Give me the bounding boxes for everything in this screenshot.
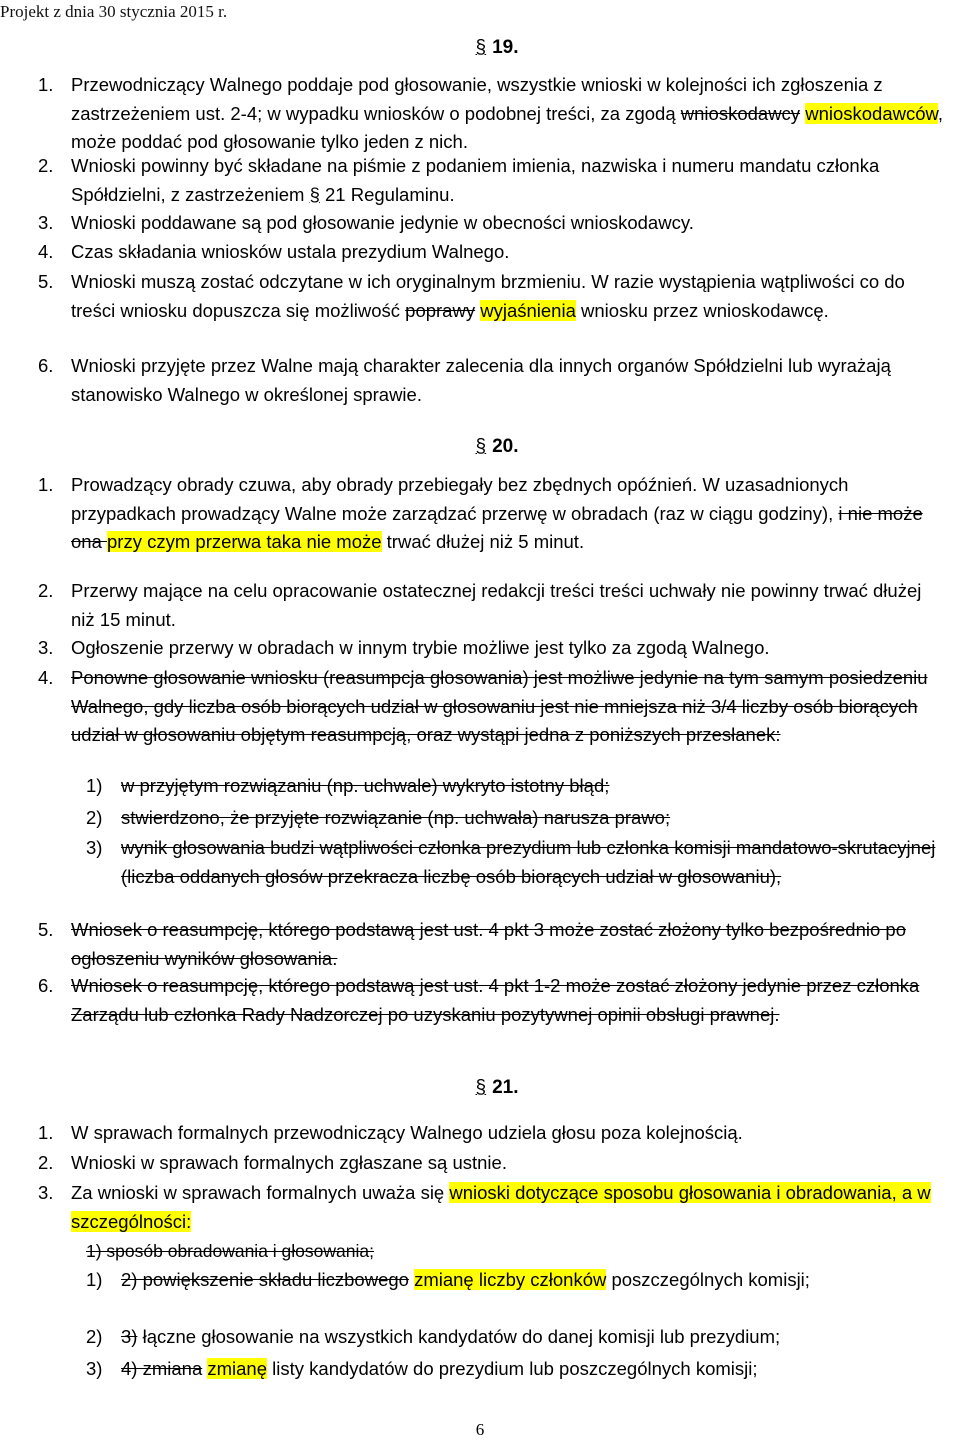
paragraph-text: Przerwy mające na celu opracowanie ostatecznej redakcji treści treści uchwały nie powinny trwać dłużej niż 15 minut. <box>71 580 922 630</box>
deleted-text: poprawy <box>405 299 476 321</box>
list-number: 1) <box>86 775 103 796</box>
deleted-text: i nie może ona <box>71 502 923 552</box>
paragraph-text: Za wnioski w sprawach formalnych uważa się <box>71 1182 450 1203</box>
deleted-text: Wniosek o reasumpcję, którego podstawą jest ust. 4 pkt 1-2 może zostać złożony jedynie przez członka Zarządu lub członka Rady Nadzorczej po uzyskaniu pozytywnej opinii obsługi prawnej. <box>71 975 920 1025</box>
paragraph-text: wniosku przez wnioskodawcę. <box>575 299 829 321</box>
paragraph-text: listy kandydatów do prezydium lub poszczególnych komisji; <box>267 1358 758 1379</box>
s19-paragraph-2 <box>38 152 943 209</box>
s19-paragraph-4 <box>38 238 943 267</box>
list-number: 1) <box>86 1269 103 1290</box>
section-21-heading <box>0 1077 960 1099</box>
section-sign: § <box>475 1077 487 1098</box>
s19-paragraph-3 <box>38 209 943 238</box>
document-header: Projekt z dnia 30 stycznia 2015 r. <box>0 2 228 21</box>
section-19-heading <box>0 37 960 59</box>
list-number: 2. <box>38 155 54 176</box>
list-number: 2) <box>86 807 103 828</box>
section-20-heading <box>0 436 960 458</box>
list-number: 6. <box>38 355 54 376</box>
paragraph-text: Wnioski powinny być składane na piśmie z podaniem imienia, nazwiska i numeru mandatu członka Spółdzielni, z zastrzeżeniem <box>71 155 880 205</box>
s21-item-3 <box>86 1355 946 1384</box>
s20-p4-item-1 <box>86 772 946 801</box>
highlighted-text: zmianę <box>207 1358 268 1379</box>
paragraph-text: Prowadzący obrady czuwa, aby obrady przebiegały bez zbędnych opóźnień. W uzasadnionych przypadkach prowadzący Walne może zarządzać przerwę w obradach (raz w ciągu godziny), <box>71 474 849 524</box>
paragraph-text: Wnioski przyjęte przez Walne mają charakter zalecenia dla innych organów Spółdzielni lub wyrażają stanowisko Walnego w określonej sprawie. <box>71 355 891 405</box>
list-number: 1. <box>38 1122 54 1143</box>
s21-item-1 <box>86 1266 946 1295</box>
list-number: 2. <box>38 1152 54 1173</box>
section-sign: § <box>475 436 487 457</box>
s20-p4-item-3 <box>86 834 946 891</box>
list-number: 1. <box>38 474 54 495</box>
list-number: 1. <box>38 74 54 95</box>
list-number: 3. <box>38 1182 54 1203</box>
s19-paragraph-5 <box>38 268 943 325</box>
paragraph-text: Czas składania wniosków ustala prezydium Walnego. <box>71 241 510 262</box>
highlighted-text: przy czym przerwa taka nie może <box>107 531 382 552</box>
s21-item-2 <box>86 1323 946 1352</box>
paragraph-text: Przewodniczący Walnego poddaje pod głosowanie, wszystkie wnioski w kolejności ich zgłoszenia z zastrzeżeniem ust. 2-4; w wypadku wniosków o podobnej treści, za zgodą <box>71 74 883 124</box>
page-number: 6 <box>475 1420 485 1439</box>
paragraph-text: poszczególnych komisji; <box>606 1269 810 1290</box>
highlighted-text: wnioskodawców <box>805 102 938 124</box>
deleted-text: 4) zmiana <box>121 1358 203 1379</box>
s21-paragraph-2 <box>38 1149 943 1178</box>
s20-paragraph-2 <box>38 577 943 634</box>
highlighted-text: wnioski dotyczące sposobu głosowania i obradowania, a w szczególności: <box>71 1182 931 1232</box>
section-sign: § <box>475 37 487 58</box>
list-number: 3) <box>86 837 103 858</box>
paragraph-text: Wnioski muszą zostać odczytane w ich oryginalnym brzmieniu. W razie wystąpienia wątpliwości co do treści wniosku dopuszcza się możliwość <box>71 271 905 321</box>
highlighted-text: zmianę liczby członków <box>414 1269 607 1290</box>
deleted-text: wynik głosowania budzi wątpliwości członka prezydium lub członka komisji mandatowo-skrutacyjnej (liczba oddanych głosów przekracza liczbę osób biorących udział w głosowaniu), <box>121 837 936 887</box>
s19-paragraph-1 <box>38 71 943 157</box>
paragraph-text: łączne głosowanie na wszystkich kandydatów do danej komisji lub prezydium; <box>137 1326 781 1347</box>
deleted-text: stwierdzono, że przyjęte rozwiązanie (np. uchwała) narusza prawo; <box>121 807 671 828</box>
s21-paragraph-3 <box>38 1179 943 1236</box>
list-number: 2. <box>38 580 54 601</box>
list-number: 2) <box>86 1326 103 1347</box>
s20-p4-item-2 <box>86 804 946 833</box>
list-number: 5. <box>38 919 54 940</box>
paragraph-text: Wnioski w sprawach formalnych zgłaszane są ustnie. <box>71 1152 507 1173</box>
section-19-title: 19. <box>492 37 519 58</box>
s20-paragraph-4-deleted <box>38 664 943 750</box>
deleted-text: Wniosek o reasumpcję, którego podstawą jest ust. 4 pkt 3 może zostać złożony tylko bezpośrednio po ogłoszeniu wyników głosowania. <box>71 919 906 969</box>
s20-paragraph-6-deleted <box>38 972 943 1029</box>
deleted-text: 2) powiększenie składu liczbowego <box>121 1269 409 1290</box>
deleted-text: 3) <box>121 1326 138 1347</box>
list-number: 5. <box>38 271 54 292</box>
highlighted-text: wyjaśnienia <box>480 299 576 321</box>
paragraph-text: , może poddać pod głosowanie tylko jeden z nich. <box>71 102 943 152</box>
list-number: 3. <box>38 212 54 233</box>
paragraph-text: Wnioski poddawane są pod głosowanie jedynie w obecności wnioskodawcy. <box>71 212 694 233</box>
deleted-text: Ponowne głosowanie wniosku (reasumpcja głosowania) jest możliwe jedynie na tym samym posiedzeniu Walnego, gdy liczba osób biorących udział w głosowaniu jest nie mniejsza niż 3/4 liczby osób biorących udział w głosowaniu objętym reasumpcją, oraz wystąpi jedna z poniższych przesłanek: <box>71 667 928 745</box>
s21-deleted-line: 1) sposób obradowania i głosowania; <box>86 1241 374 1261</box>
paragraph-text: W sprawach formalnych przewodniczący Walnego udziela głosu poza kolejnością. <box>71 1122 743 1143</box>
s19-paragraph-6 <box>38 352 943 409</box>
s20-paragraph-5-deleted <box>38 916 943 973</box>
paragraph-text: trwać dłużej niż 5 minut. <box>381 531 585 552</box>
list-number: 3. <box>38 637 54 658</box>
deleted-text: wnioskodawcy <box>680 102 801 124</box>
list-number: 3) <box>86 1358 103 1379</box>
section-20-title: 20. <box>492 436 519 457</box>
s20-paragraph-3 <box>38 634 943 663</box>
paragraph-text: Ogłoszenie przerwy w obradach w innym trybie możliwe jest tylko za zgodą Walnego. <box>71 637 770 658</box>
s21-paragraph-1 <box>38 1119 943 1148</box>
paragraph-text: 21 Regulaminu. <box>319 183 455 205</box>
section-21-title: 21. <box>492 1077 519 1098</box>
section-sign: § <box>309 183 320 205</box>
list-number: 4. <box>38 667 54 688</box>
deleted-text: w przyjętym rozwiązaniu (np. uchwale) wykryto istotny błąd; <box>121 775 610 796</box>
list-number: 6. <box>38 975 54 996</box>
s20-paragraph-1 <box>38 471 943 557</box>
list-number: 4. <box>38 241 54 262</box>
